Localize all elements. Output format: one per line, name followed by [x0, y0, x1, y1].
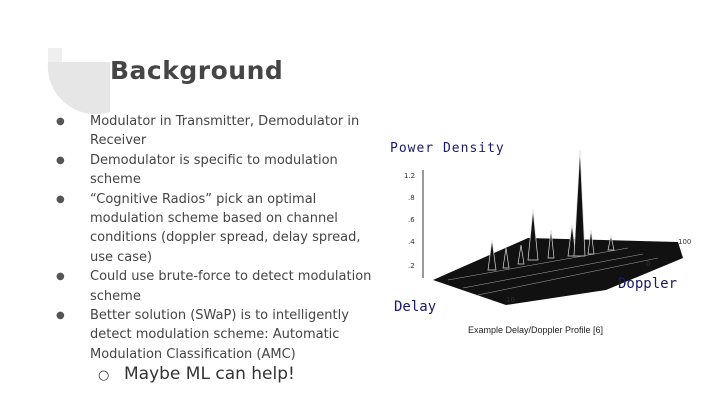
bullet-text: “Cognitive Radios” pick an optimal modulation scheme based on channel conditions (doppler spread, delay spread, use case): [90, 191, 361, 265]
doppler-tick-label: 100: [678, 238, 692, 246]
bullet-text: Modulator in Transmitter, Demodulator in Receiver: [90, 114, 360, 149]
bullet-text: Demodulator is specific to modulation scheme: [90, 152, 338, 188]
bullet-item: [56, 112, 376, 151]
bullet-item: [56, 306, 376, 364]
surface-base: [433, 238, 683, 305]
bullet-dot-icon: ●: [56, 310, 65, 322]
sub-bullet: [98, 364, 295, 384]
bullet-text: Better solution (SWaP) is to intelligently detect modulation scheme: Automatic Modulation Classification (AMC): [90, 308, 349, 362]
bullet-dot-icon: ●: [56, 116, 65, 127]
power-density-label: Power Density: [390, 141, 505, 156]
figure-caption: Example Delay/Doppler Profile [6]: [468, 325, 604, 335]
bullet-list: [56, 112, 376, 364]
z-tick-label: .8: [408, 194, 415, 202]
delay-doppler-plot: [378, 130, 708, 315]
bullet-text: Could use brute-force to detect modulation scheme: [90, 269, 372, 304]
doppler-label: Doppler: [618, 276, 678, 292]
corner-decoration: [0, 0, 120, 120]
z-tick-label: .2: [408, 262, 415, 270]
delay-tick-label: 10: [506, 296, 515, 304]
z-tick-label: .6: [408, 216, 415, 224]
bullet-item: [56, 190, 376, 268]
z-tick-label: 1.2: [404, 172, 416, 180]
hollow-circle-icon: ○: [98, 368, 110, 383]
sub-bullet-text: Maybe ML can help!: [124, 364, 295, 384]
delay-label: Delay: [394, 299, 437, 315]
bullet-dot-icon: ●: [56, 154, 65, 166]
bullet-item: [56, 267, 376, 306]
z-tick-label: .4: [408, 238, 415, 246]
doppler-tick-label: 0: [646, 260, 651, 268]
bullet-dot-icon: ●: [56, 271, 65, 283]
slide-title: Background: [110, 56, 284, 85]
bullet-item: [56, 151, 376, 190]
bullet-dot-icon: ●: [56, 193, 65, 205]
